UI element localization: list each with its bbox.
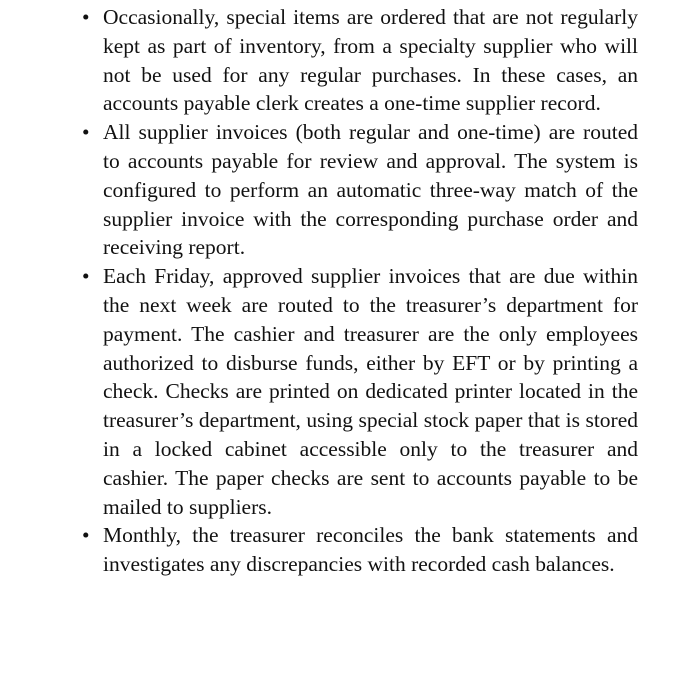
list-item [82,3,638,118]
paragraph-text: All supplier invoices (both regular and one-time) are routed to accounts payable for review and approval. The system is configured to perform an automatic three-way match of the supplier invoice with the corresponding purchase order and receiving report. [103,120,638,260]
list-item [82,262,638,521]
paragraph-text: Monthly, the treasurer reconciles the bank statements and investigates any discrepancies with recorded cash balances. [103,523,638,577]
document-body [82,3,638,579]
bullet-point-icon: • [82,5,90,29]
paragraph-text: Occasionally, special items are ordered that are not regularly kept as part of inventory, from a specialty supplier who will not be used for any regular purchases. In these cases, an accounts payable clerk creates a one-time supplier record. [103,5,638,116]
list-item [82,521,638,579]
bullet-list [82,3,638,579]
bullet-point-icon: • [82,523,90,548]
paragraph-text: Each Friday, approved supplier invoices that are due within the next week are routed to the treasurer’s department for payment. The cashier and treasurer are the only employees authorized to disburse funds, either by EFT or by printing a check. Checks are printed on dedicated printer located in the treasurer’s department, using special stock paper that is stored in a locked cabinet accessible only to the treasurer and cashier. The paper checks are sent to accounts payable to be mailed to suppliers. [103,264,638,519]
bullet-point-icon: • [82,120,90,145]
list-item [82,118,638,262]
bullet-point-icon: • [82,264,90,289]
